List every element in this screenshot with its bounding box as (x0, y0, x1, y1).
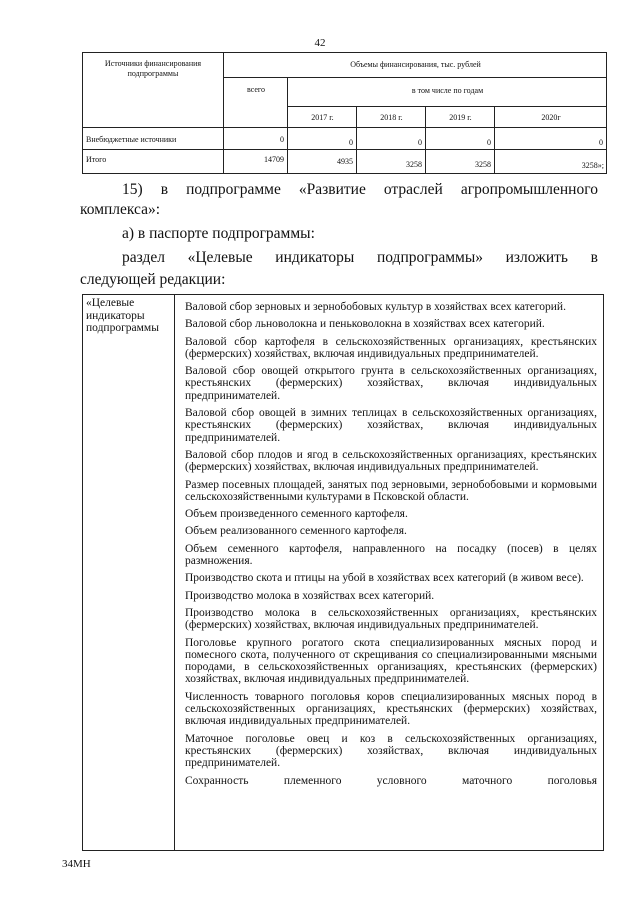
footer-code: 34МН (62, 858, 91, 870)
row-total: 14709 (264, 155, 284, 164)
indicators-table (82, 294, 604, 851)
indicator-item: Объем семенного картофеля, направленного на посадку (посев) в целях размножения. (185, 542, 597, 568)
item-a: а) в паспорте подпрограммы: (122, 225, 315, 242)
word: в (590, 249, 598, 266)
word: подпрограмме (186, 181, 281, 198)
row-value: 3258»; (581, 161, 604, 170)
row-total: 0 (280, 135, 284, 144)
row-value: 3258 (406, 160, 422, 169)
row-value: 3258 (475, 160, 491, 169)
indicator-item: Численность товарного поголовья коров специализированных мясных пород в сельскохозяйственных организациях, крестьянских (фермерских) хозяйствах, включая индивидуальных предпринимателей. (185, 690, 597, 728)
word: индикаторы (275, 249, 355, 266)
indicator-item: Производство скота и птицы на убой в хозяйствах всех категорий (в живом весе). (185, 572, 584, 585)
indicator-item: Валовой сбор льноволокна и пеньковолокна в хозяйствах всех категорий. (185, 318, 545, 331)
word: агропромышленного (460, 181, 598, 198)
word: отраслей (383, 181, 443, 198)
word: раздел (122, 249, 165, 266)
item-15-line1 (122, 180, 598, 199)
indicator-item: Маточное поголовье овец и коз в сельскохозяйственных организациях, крестьянских (фермерских) хозяйствах, включая индивидуальных предпринимателей. (185, 732, 597, 770)
year-header: 2019 г. (449, 113, 472, 122)
indicator-item: Объем произведенного семенного картофеля. (185, 508, 408, 521)
year-header: 2020г (541, 113, 561, 122)
word: 15) (122, 181, 143, 198)
section-line2: следующей редакции: (80, 271, 226, 288)
year-header: 2017 г. (311, 113, 334, 122)
indicator-item: Производство молока в хозяйствах всех категорий. (185, 589, 435, 602)
indicator-item: Сохранность племенного условного маточного поголовья (185, 774, 597, 787)
item-15-line2: комплекса»: (80, 201, 161, 218)
header-source: Источники финансирования подпрограммы (104, 59, 202, 78)
indicator-item: Валовой сбор овощей в зимних теплицах в сельскохозяйственных организациях, крестьянских (фермерских) хозяйствах, включая индивидуальных предпринимателей. (185, 407, 597, 444)
word: «Целевые (187, 249, 253, 266)
word: подпрограммы» (376, 249, 484, 266)
word: «Развитие (298, 181, 366, 198)
indicators-list (175, 295, 603, 850)
row-label: Внебюджетные источники (86, 135, 177, 144)
indicator-item: Валовой сбор картофеля в сельскохозяйственных организациях, крестьянских (фермерских) хозяйствах, включая индивидуальных предпринимателей. (185, 335, 597, 360)
indicator-item: Валовой сбор овощей открытого грунта в сельскохозяйственных организациях, крестьянских (фермерских) хозяйствах, включая индивидуальных предпринимателей. (185, 365, 597, 402)
word: изложить (505, 249, 569, 266)
row-value: 0 (599, 138, 603, 147)
row-value: 4935 (337, 157, 353, 166)
page-number: 42 (314, 37, 326, 49)
section-line1 (122, 248, 598, 267)
year-header: 2018 г. (380, 113, 403, 122)
header-total: всего (246, 85, 265, 94)
indicator-item: Объем реализованного семенного картофеля. (185, 525, 407, 538)
financing-table (82, 52, 607, 174)
indicator-item: Валовой сбор плодов и ягод в сельскохозяйственных организациях, крестьянских (фермерских) хозяйствах, включая индивидуальных предпринимателей. (185, 448, 597, 474)
indicator-item: Производство молока в сельскохозяйственных организациях, крестьянских (фермерских) хозяйствах, включая индивидуальных предпринимателей. (185, 606, 597, 632)
header-by-years: в том числе по годам (411, 86, 484, 95)
indicators-label: «Целевые индикаторы подпрограммы (83, 295, 175, 850)
row-label: Итого (86, 155, 107, 164)
indicator-item: Поголовье крупного рогатого скота специализированных мясных пород и помесного скота, полученного от скрещивания со специализированными мясными породами, в сельскохозяйственных организациях, крестьянских (фермерских) хозяйствах, включая индивидуальных предпринимателей. (185, 636, 597, 686)
header-volume: Объемы финансирования, тыс. рублей (350, 60, 481, 69)
row-value: 0 (487, 138, 491, 147)
indicator-item: Валовой сбор зерновых и зернобобовых культур в хозяйствах всех категорий. (185, 301, 566, 313)
word: в (160, 181, 169, 198)
row-value: 0 (349, 138, 353, 147)
indicator-item: Размер посевных площадей, занятых под зерновыми, зернобобовыми и кормовыми сельскохозяйственными культурами в Псковской области. (185, 478, 597, 503)
row-value: 0 (418, 138, 422, 147)
